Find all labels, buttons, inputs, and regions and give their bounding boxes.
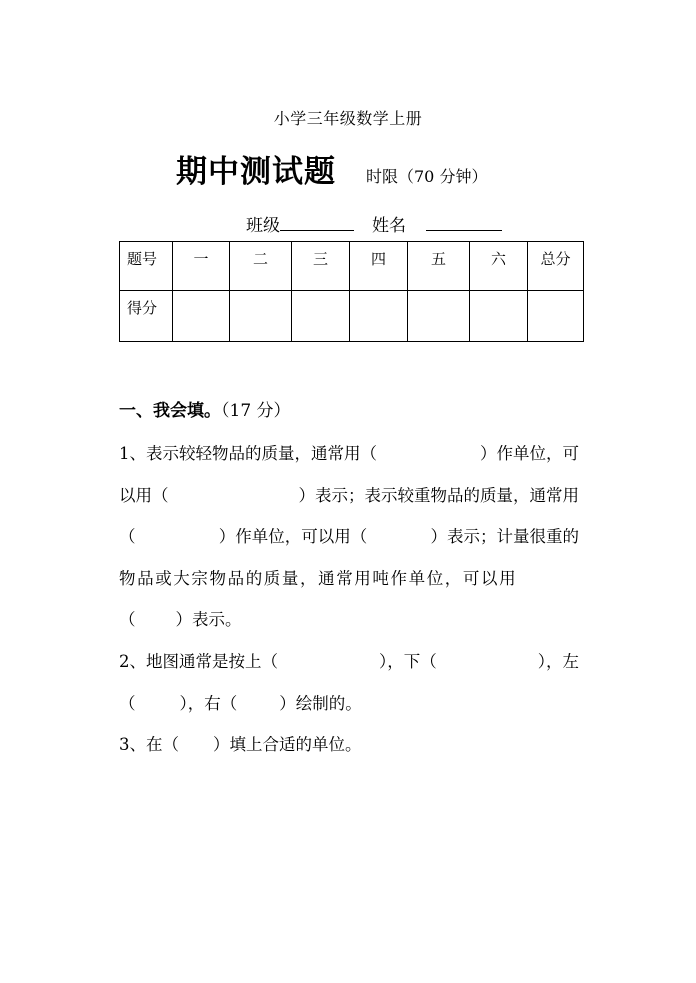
col-header-5: 五 xyxy=(408,242,470,291)
question-text: （ xyxy=(119,610,136,629)
question-line xyxy=(119,523,579,547)
question-text: ）表示；表示较重物品的质量，通常用 xyxy=(298,486,579,505)
col-header-6: 六 xyxy=(470,242,528,291)
title-row xyxy=(176,146,487,191)
score-label: 得分 xyxy=(120,291,173,342)
question-text: ）作单位，可 xyxy=(480,444,579,463)
question-text: 2、地图通常是按上（ xyxy=(119,652,278,671)
score-table xyxy=(119,241,584,342)
score-table-score-row xyxy=(120,291,584,342)
question-line xyxy=(119,606,579,630)
section-1-points: （17 分） xyxy=(221,401,291,421)
question-text: ），下（ xyxy=(379,652,437,671)
score-cell[interactable] xyxy=(173,291,230,342)
col-header-1: 一 xyxy=(173,242,230,291)
question-text: 1、表示较轻物品的质量，通常用（ xyxy=(119,444,377,463)
question-text: （ xyxy=(119,527,136,546)
score-cell[interactable] xyxy=(408,291,470,342)
section-1-title xyxy=(119,396,579,421)
question-text: 3、在（ xyxy=(119,735,179,754)
score-table-header-row xyxy=(120,242,584,291)
question-text: ）绘制的。 xyxy=(279,694,362,713)
question-line xyxy=(119,731,579,755)
question-text: ），右（ xyxy=(179,694,238,713)
question-text: ），左 xyxy=(537,652,579,671)
question-text: 以用（ xyxy=(119,486,169,505)
question-text: ）表示。 xyxy=(175,610,242,629)
question-line xyxy=(119,440,579,464)
col-header-4: 四 xyxy=(350,242,408,291)
col-header-3: 三 xyxy=(292,242,350,291)
question-line xyxy=(119,482,579,506)
class-name-row xyxy=(246,211,502,236)
col-header-total: 总分 xyxy=(528,242,584,291)
section-1-heading: 一、我会填。 xyxy=(119,401,221,421)
question-line xyxy=(119,565,579,589)
question-text: ）作单位，可以用（ xyxy=(218,527,368,546)
score-cell[interactable] xyxy=(350,291,408,342)
class-label: 班级 xyxy=(246,216,280,236)
score-cell[interactable] xyxy=(470,291,528,342)
question-text: ）填上合适的单位。 xyxy=(213,735,362,754)
question-text: 物品或大宗物品的质量，通常用吨作单位，可以用 xyxy=(119,569,518,588)
score-cell[interactable] xyxy=(528,291,584,342)
time-limit: 时限（70 分钟） xyxy=(366,167,488,186)
name-label: 姓名 xyxy=(372,216,406,236)
question-line xyxy=(119,648,579,672)
question-line xyxy=(119,690,579,714)
name-blank[interactable] xyxy=(426,212,502,231)
score-cell[interactable] xyxy=(230,291,292,342)
exam-title: 期中测试题 xyxy=(176,154,336,190)
question-number-label: 题号 xyxy=(120,242,173,291)
exam-subtitle: 小学三年级数学上册 xyxy=(273,109,423,128)
score-cell[interactable] xyxy=(292,291,350,342)
question-text: （ xyxy=(119,694,136,713)
class-blank[interactable] xyxy=(280,212,354,231)
question-text: ）表示；计量很重的 xyxy=(430,527,579,546)
col-header-2: 二 xyxy=(230,242,292,291)
